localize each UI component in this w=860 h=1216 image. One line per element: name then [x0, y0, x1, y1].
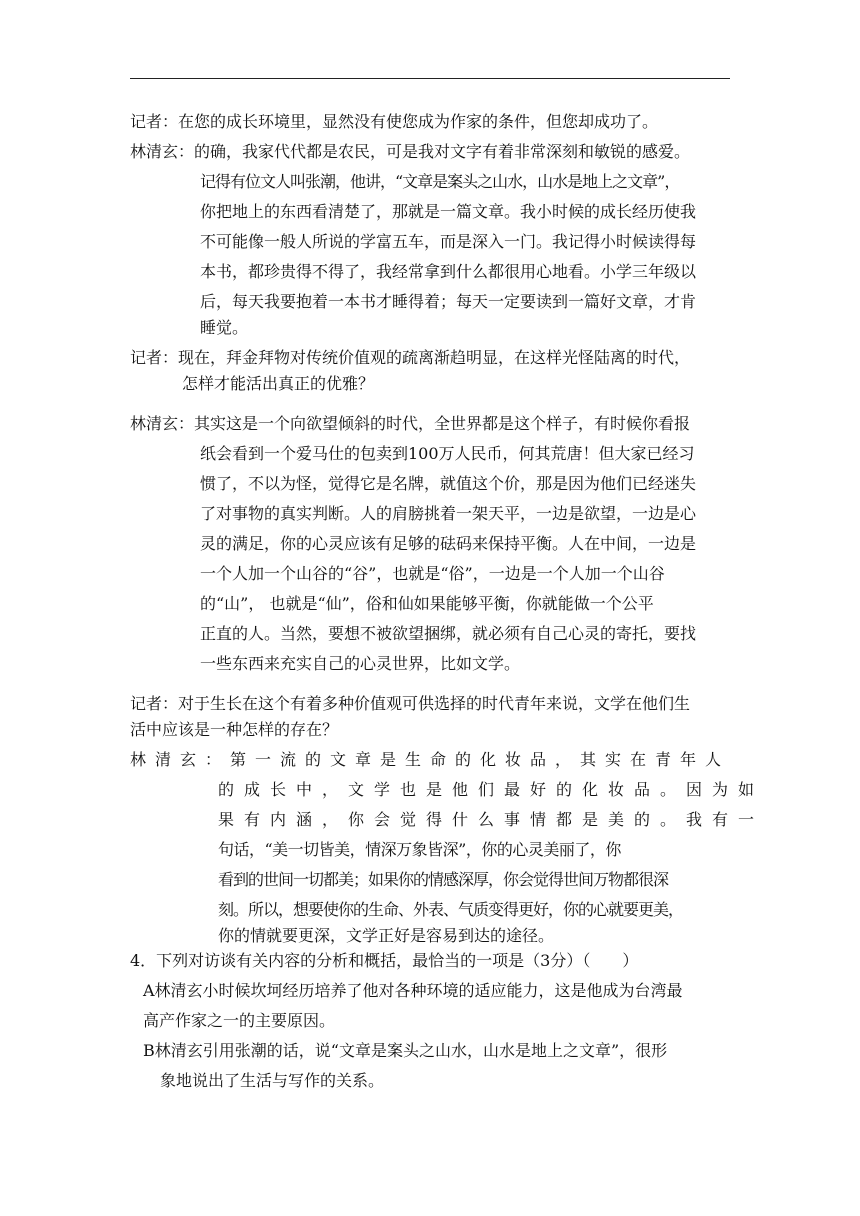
answer-1-line-4: 不可能像一般人所说的学富五车，而是深入一门。我记得小时候读得每 [200, 232, 697, 251]
answer-2-line-7: 的“山”， 也就是“仙”，俗和仙如果能够平衡，你就能做一个公平 [200, 594, 654, 613]
answer-2-line-3: 惯了，不以为怪，觉得它是名牌，就值这个价，那是因为他们已经迷失 [200, 474, 697, 493]
answer-1-line-2: 记得有位文人叫张潮，他讲，“文章是案头之山水，山水是地上之文章”， [200, 172, 680, 191]
answer-3-line-4: 句话，“美一切皆美，情深万象皆深”，你的心灵美丽了，你 [218, 840, 621, 859]
option-a-line-2: 高产作家之一的主要原因。 [143, 1011, 336, 1030]
answer-1-line-6: 后，每天我要抱着一本书才睡得着；每天一定要读到一篇好文章，才肯 [200, 292, 697, 311]
answer-1-line-7: 睡觉。 [200, 318, 249, 337]
answer-2-line-9: 一些东西来充实自己的心灵世界，比如文学。 [200, 654, 521, 673]
reporter-question-3-line-1: 记者：对于生长在这个有着多种价值观可供选择的时代青年来说，文学在他们生 [130, 694, 691, 713]
answer-3-line-1: 林清玄：第一流的文章是生命的化妆品，其实在青年人 [130, 750, 731, 769]
answer-1-line-1: 林清玄：的确，我家代代都是农民，可是我对文字有着非常深刻和敏锐的感爱。 [130, 142, 691, 161]
reporter-question-3-line-2: 活中应该是一种怎样的存在？ [130, 720, 339, 739]
option-b-line-2: 象地说出了生活与写作的关系。 [160, 1071, 385, 1090]
question-4-stem: 4．下列对访谈有关内容的分析和概括，最恰当的一项是（3分）（ ） [130, 951, 639, 970]
header-rule [130, 78, 730, 79]
answer-2-line-2: 纸会看到一个爱马仕的包卖到100万人民币，何其荒唐！但大家已经习 [200, 444, 695, 463]
option-a-line-1: A林清玄小时候坎坷经历培养了他对各种环境的适应能力，这是他成为台湾最 [143, 981, 683, 1000]
answer-3-line-3: 果有内涵，你会觉得什么事情都是美的。我有一 [218, 810, 765, 829]
answer-3-line-5: 看到的世间一切都美；如果你的情感深厚，你会觉得世间万物都很深 [218, 870, 669, 889]
option-b-line-1: B林清玄引用张潮的话，说“文章是案头之山水，山水是地上之文章”，很形 [143, 1041, 668, 1060]
answer-3-line-7: 你的情就要更深，文学正好是容易到达的途径。 [218, 926, 555, 945]
answer-3-line-2: 的成长中，文学也是他们最好的化妆品。因为如 [218, 780, 765, 799]
answer-2-line-1: 林清玄：其实这是一个向欲望倾斜的时代，全世界都是这个样子，有时候你看报 [130, 414, 691, 433]
answer-3-line-6: 刻。所以，想要使你的生命、外表、气质变得更好，你的心就要更美， [218, 900, 684, 919]
reporter-question-2-line-1: 记者：现在，拜金拜物对传统价值观的疏离渐趋明显，在这样光怪陆离的时代， [130, 348, 691, 367]
answer-1-line-3: 你把地上的东西看清楚了，那就是一篇文章。我小时候的成长经历使我 [200, 202, 697, 221]
reporter-question-2-line-2: 怎样才能活出真正的优雅？ [182, 374, 375, 393]
answer-2-line-5: 灵的满足，你的心灵应该有足够的砝码来保持平衡。人在中间，一边是 [200, 534, 697, 553]
answer-1-line-5: 本书，都珍贵得不得了，我经常拿到什么都很用心地看。小学三年级以 [200, 262, 697, 281]
answer-2-line-6: 一个人加一个山谷的“谷”，也就是“俗”，一边是一个人加一个山谷 [200, 564, 665, 583]
reporter-question-1: 记者：在您的成长环境里，显然没有使您成为作家的条件，但您却成功了。 [130, 112, 659, 131]
answer-2-line-8: 正直的人。当然，要想不被欲望捆绑，就必须有自己心灵的寄托，要找 [200, 624, 697, 643]
answer-2-line-4: 了对事物的真实判断。人的肩膀挑着一架天平，一边是欲望，一边是心 [200, 504, 697, 523]
